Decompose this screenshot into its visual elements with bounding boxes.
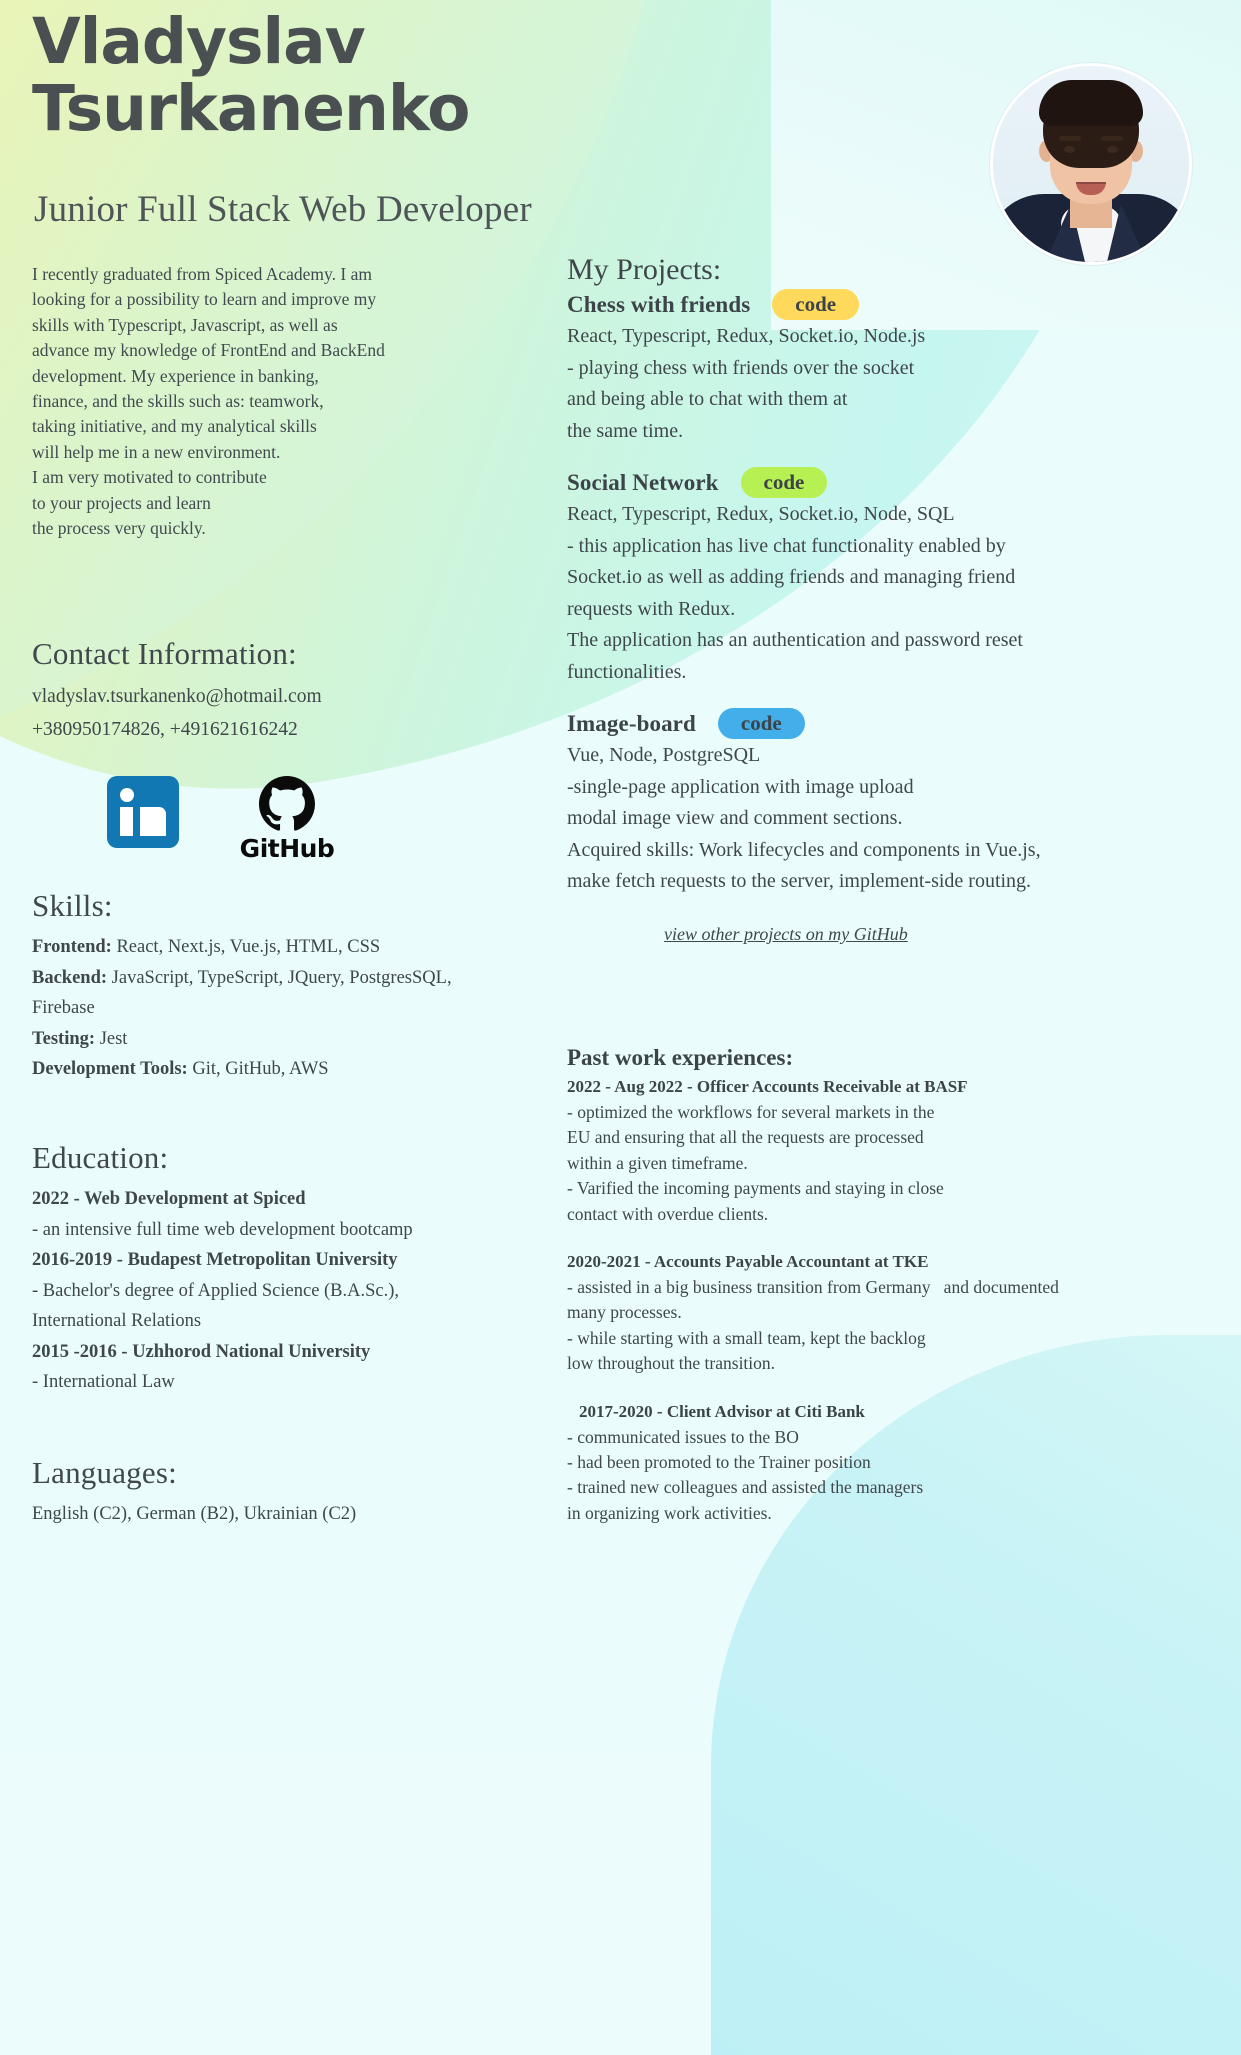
last-name: Tsurkanenko [32, 72, 470, 146]
skill-row [32, 1024, 562, 1055]
project-code-badge[interactable]: code [718, 708, 805, 739]
skill-row [32, 993, 562, 1024]
work-item-body [567, 1275, 1217, 1377]
project-code-badge[interactable]: code [772, 289, 859, 320]
social-links [107, 776, 335, 863]
education-entry-detail: International Relations [32, 1311, 202, 1331]
languages-value: English (C2), German (B2), Ukrainian (C2) [32, 1504, 357, 1524]
project-title: Social Network [567, 469, 719, 495]
github-link[interactable] [239, 776, 335, 863]
project-stack: Vue, Node, PostgreSQL [567, 744, 761, 767]
project-description-line: the same time. [567, 419, 684, 442]
project-description-line: modal image view and comment sections. [567, 807, 903, 830]
project-body [567, 740, 1207, 898]
skill-value: Git, GitHub, AWS [187, 1059, 329, 1079]
work-item-title: 2017-2020 - Client Advisor at Citi Bank [579, 1401, 865, 1421]
skill-row [32, 932, 562, 963]
summary-line: development. My experience in banking, [32, 365, 319, 386]
view-other-projects-link[interactable]: view other projects on my GitHub [664, 923, 908, 944]
linkedin-icon-dot [120, 788, 134, 802]
work-item-body [567, 1100, 1217, 1227]
project-item [567, 467, 1207, 688]
skill-value: Jest [95, 1028, 128, 1049]
avatar-brow-left [1059, 136, 1081, 141]
avatar-eye-right [1107, 146, 1118, 153]
skill-value: JavaScript, TypeScript, JQuery, PostgresSQL, [107, 967, 452, 988]
project-description-line: - playing chess with friends over the socket [567, 356, 915, 379]
skill-row [32, 963, 562, 994]
education-entry-title: 2016-2019 - Budapest Metropolitan University [32, 1250, 398, 1270]
work-heading: Past work experiences: [567, 1045, 794, 1070]
summary-line: I am very motivated to contribute [32, 467, 267, 488]
skill-label: Testing: [32, 1028, 96, 1049]
work-item-line: within a given timeframe. [567, 1152, 748, 1173]
linkedin-icon-stem [120, 807, 133, 836]
skill-label: Backend: [32, 967, 108, 988]
languages-section [32, 1455, 562, 1530]
skills-section [32, 888, 562, 1085]
summary-line: I recently graduated from Spiced Academy. I am [32, 264, 372, 284]
work-item-title: 2022 - Aug 2022 - Officer Accounts Receivable at BASF [567, 1077, 968, 1096]
skill-label: Frontend: [32, 937, 112, 957]
linkedin-icon[interactable] [107, 776, 179, 848]
skills-heading: Skills: [32, 888, 113, 923]
project-item [567, 289, 1207, 447]
project-description-line: functionalities. [567, 660, 687, 683]
projects-list [567, 289, 1207, 898]
project-title: Image-board [567, 710, 696, 736]
education-entry-detail: - International Law [32, 1372, 175, 1392]
work-item-line: - assisted in a big business transition from Germany and documented [567, 1277, 1059, 1298]
project-stack: React, Typescript, Redux, Socket.io, Node.js [567, 325, 926, 348]
work-item-line: EU and ensuring that all the requests are processed [567, 1127, 924, 1148]
contact-heading: Contact Information: [32, 636, 297, 671]
project-description-line: The application has an authentication and password reset [567, 629, 1023, 652]
first-name: Vladyslav [32, 5, 365, 78]
summary-line: to your projects and learn [32, 492, 211, 513]
work-item-line: many processes. [567, 1302, 682, 1323]
skill-value: React, Next.js, Vue.js, HTML, CSS [111, 937, 381, 957]
skill-value: Firebase [32, 998, 95, 1018]
project-description-line: -single-page application with image upload [567, 775, 914, 798]
project-description-line: requests with Redux. [567, 597, 736, 620]
work-item [567, 1399, 1217, 1527]
summary-line: will help me in a new environment. [32, 441, 281, 462]
work-item-line: low throughout the transition. [567, 1353, 776, 1374]
work-item [567, 1249, 1217, 1377]
work-item-line: - communicated issues to the BO [567, 1426, 799, 1447]
project-body [567, 499, 1207, 688]
education-entry-title: 2015 -2016 - Uzhhorod National University [32, 1341, 371, 1362]
page-title [32, 5, 672, 146]
education-entry-detail: - an intensive full time web development bootcamp [32, 1219, 413, 1240]
work-item-line: - Varified the incoming payments and staying in close [567, 1178, 944, 1199]
work-item-line: contact with overdue clients. [567, 1203, 769, 1224]
phone-text[interactable]: +380950174826, +491621616242 [32, 719, 298, 740]
summary-line: the process very quickly. [32, 518, 206, 539]
summary-section [32, 262, 532, 541]
project-description-line: Acquired skills: Work lifecycles and components in Vue.js, [567, 838, 1041, 861]
project-description-line: - this application has live chat functionality enabled by [567, 534, 1006, 557]
linkedin-icon-bar-2 [153, 807, 166, 836]
project-title-row [567, 708, 1207, 739]
summary-text [32, 262, 532, 541]
skills-list [32, 932, 562, 1085]
linkedin-icon-bar-1 [140, 807, 153, 836]
skill-row [32, 1054, 562, 1085]
education-heading: Education: [32, 1140, 169, 1175]
work-item-line: - while starting with a small team, kept the backlog [567, 1327, 926, 1348]
work-item-line: - trained new colleagues and assisted the managers [567, 1477, 924, 1498]
project-item [567, 708, 1207, 898]
summary-line: skills with Typescript, Javascript, as well as [32, 314, 338, 335]
projects-heading: My Projects: [567, 253, 722, 286]
avatar-eye-left [1064, 146, 1075, 153]
summary-line: finance, and the skills such as: teamwork, [32, 391, 324, 412]
job-title: Junior Full Stack Web Developer [34, 189, 532, 230]
projects-section [567, 253, 1207, 945]
email-text[interactable]: vladyslav.tsurkanenko@hotmail.com [32, 686, 322, 707]
github-icon [259, 776, 315, 832]
education-entry-detail: - Bachelor's degree of Applied Science (B.A.Sc.), [32, 1280, 400, 1301]
skill-label: Development Tools: [32, 1059, 188, 1079]
avatar-hair-top [1039, 80, 1143, 126]
project-stack: React, Typescript, Redux, Socket.io, Node, SQL [567, 503, 955, 526]
project-title-row [567, 289, 1207, 320]
work-item-line: - had been promoted to the Trainer position [567, 1452, 871, 1473]
project-description-line: and being able to chat with them at [567, 388, 848, 411]
work-list [567, 1074, 1217, 1526]
work-section [567, 1045, 1217, 1548]
work-item-body [567, 1425, 1217, 1527]
education-list [32, 1184, 562, 1398]
summary-line: looking for a possibility to learn and improve my [32, 289, 377, 310]
project-code-badge[interactable]: code [741, 467, 828, 498]
languages-heading: Languages: [32, 1455, 177, 1490]
project-description-line: make fetch requests to the server, implement-side routing. [567, 870, 1032, 893]
avatar-brow-right [1101, 136, 1123, 141]
work-item [567, 1074, 1217, 1227]
education-section [32, 1140, 562, 1398]
avatar [990, 63, 1192, 265]
work-item-line: in organizing work activities. [567, 1502, 772, 1523]
project-title: Chess with friends [567, 291, 751, 317]
github-label: GitHub [239, 834, 335, 863]
work-item-line: - optimized the workflows for several markets in the [567, 1102, 935, 1122]
project-body [567, 321, 1207, 447]
work-item-title: 2020-2021 - Accounts Payable Accountant at TKE [567, 1252, 929, 1272]
contact-section [32, 636, 552, 746]
project-title-row [567, 467, 1207, 498]
project-description-line: Socket.io as well as adding friends and managing friend [567, 566, 1016, 589]
summary-line: advance my knowledge of FrontEnd and BackEnd [32, 340, 385, 361]
summary-line: taking initiative, and my analytical skills [32, 416, 317, 437]
education-entry-title: 2022 - Web Development at Spiced [32, 1189, 306, 1209]
